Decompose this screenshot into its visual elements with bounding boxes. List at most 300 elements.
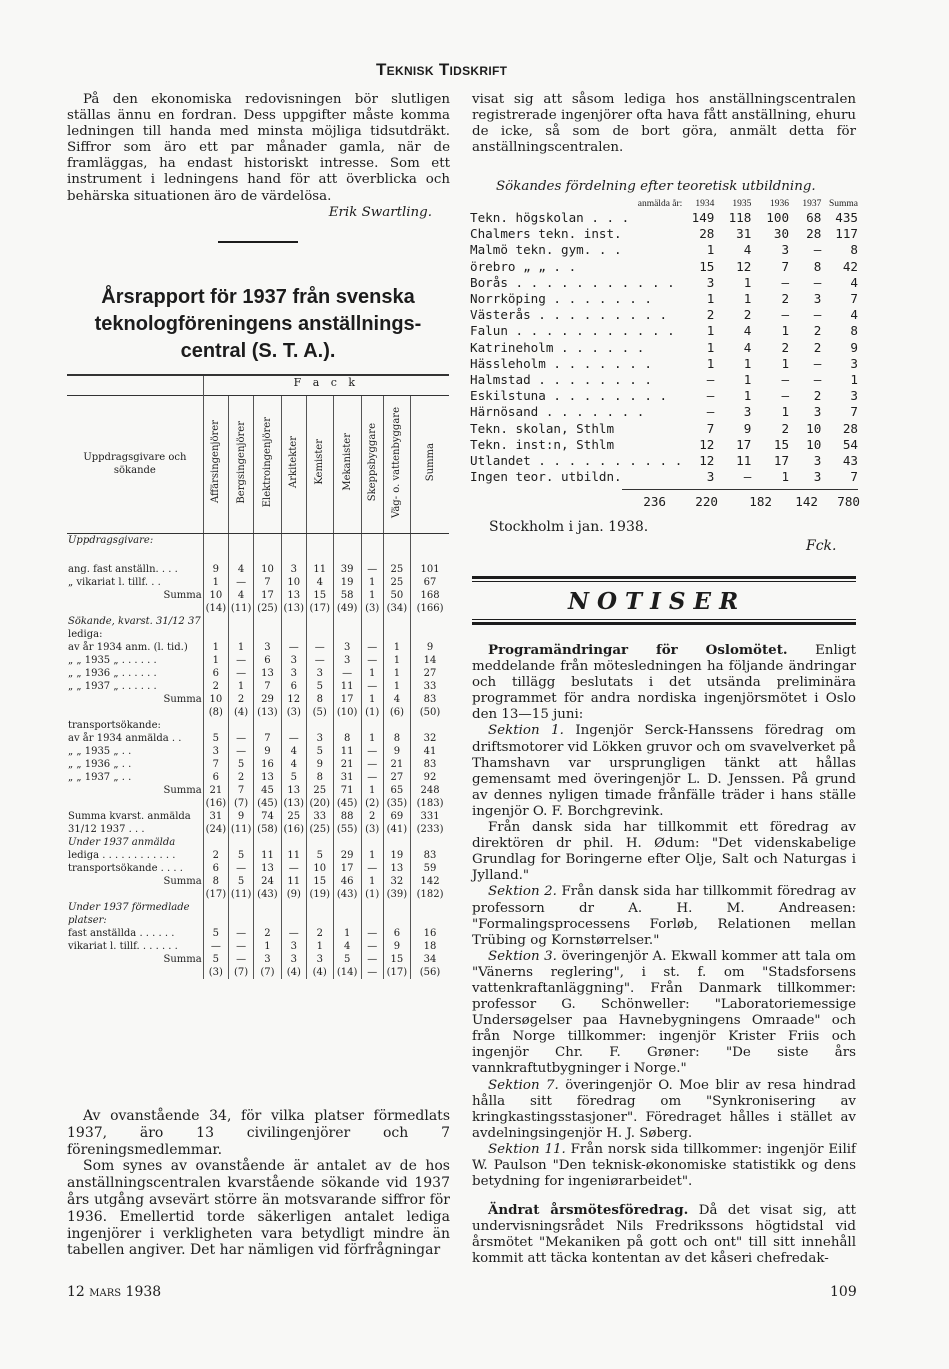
table-cell: 10 bbox=[306, 862, 333, 875]
table-row bbox=[67, 732, 449, 745]
col-header bbox=[203, 395, 228, 533]
count-cell: 100 bbox=[766, 210, 790, 225]
count-cell: 11 bbox=[736, 453, 752, 469]
table-cell: 6 bbox=[203, 862, 228, 875]
count-cell: 17 bbox=[773, 453, 790, 469]
count-cell: 8 bbox=[850, 242, 858, 258]
table-cell: 10 (14) bbox=[203, 589, 228, 615]
table-cell bbox=[228, 901, 253, 927]
table-cell: 3 (7) bbox=[254, 953, 281, 979]
count-cell: 2 bbox=[743, 307, 752, 323]
school-name: Eskilstuna . . . . . . . . bbox=[470, 388, 668, 404]
table-cell: 5 (11) bbox=[228, 875, 253, 901]
table-cell: 27 bbox=[383, 771, 410, 784]
p2-body: Då det visat sig, att undervisningsrådet Nils Fredrikssons högtidstal vid årsmötet "Mekaniken på gott och ont" till sitt innehåll kommit att täcka kontentan av det kåseri chefredak- bbox=[472, 1203, 856, 1267]
col-header-text: Kemister bbox=[314, 439, 326, 485]
count-cell: 3 bbox=[706, 469, 715, 485]
count-cell: — bbox=[706, 404, 715, 420]
right-intro: visat sig att såsom lediga hos anställningscentralen registrerade ingenjörer ofta hava fått anställning, ehuru de icke, så som de bort göra, anmält detta för anställningscentralen. bbox=[472, 92, 856, 156]
school-name: Chalmers tekn. inst. bbox=[470, 226, 622, 242]
row-label: av år 1934 anmälda . . bbox=[68, 733, 182, 744]
table-row bbox=[468, 291, 860, 307]
count-cell: 1 bbox=[706, 323, 715, 339]
table-cell: 3 bbox=[203, 745, 228, 758]
s1-label: Sektion 1. bbox=[488, 723, 564, 739]
table-cell: 9 bbox=[306, 758, 333, 771]
table-cell bbox=[361, 628, 383, 641]
table-cell: — bbox=[306, 641, 333, 654]
table-cell: 25 (20) bbox=[306, 784, 333, 810]
row-label: transportsökande: bbox=[68, 720, 161, 731]
table-cell: 9 bbox=[383, 745, 410, 758]
count-cell: 1 bbox=[743, 274, 752, 290]
school-name: Ingen teor. utbildn. bbox=[470, 469, 622, 485]
table-cell bbox=[333, 615, 361, 628]
table-cell: 1 bbox=[203, 641, 228, 654]
table-row bbox=[468, 404, 860, 420]
count-cell: 1 bbox=[781, 355, 790, 371]
row-label: „ „ 1937 „ . . bbox=[68, 772, 132, 783]
s1b-body: Från dansk sida har tillkommit ett föredrag av direktören dr phil. H. Ødum: "Det videnskabelige Grundlag for Boringerne efter Olje, Salt och Naturgas i Jylland." bbox=[472, 820, 856, 884]
table-cell: 8 bbox=[306, 771, 333, 784]
signature-swartling: Erik Swartling. bbox=[328, 204, 432, 220]
table-row bbox=[67, 533, 449, 563]
count-cell: 1 bbox=[743, 388, 752, 404]
table-cell: 3 bbox=[306, 732, 333, 745]
table-cell bbox=[361, 901, 383, 927]
row-label: Sökande, kvarst. 31/12 37 bbox=[68, 616, 201, 627]
table-cell: 17 (25) bbox=[254, 589, 281, 615]
count-cell: — bbox=[813, 274, 822, 290]
total-cell: 236 bbox=[643, 494, 666, 509]
report-title: Årsrapport för 1937 från svenska teknologföreningens anställnings-central (S. T. A.). bbox=[94, 286, 422, 362]
count-cell: 12 bbox=[699, 436, 715, 452]
table-cell: 5 (14) bbox=[333, 953, 361, 979]
rule-top-thin bbox=[472, 581, 856, 582]
col-header bbox=[306, 395, 333, 533]
left-intro bbox=[67, 92, 450, 221]
table-cell bbox=[333, 901, 361, 927]
intro-paragraph: På den ekonomiska redovisningen bör slutligen ställas ännu en fordran. Dess uppgifter måste komma ledningen till handa med minsta möjliga tidsutdräkt. Siffror som äro ett par månader gamla, när de framläggas, ha endast historiskt intresse. Som ett instrument i ledningens hand för att överblicka och behärska situationen äro de värdelösa. bbox=[67, 92, 450, 204]
count-cell: 4 bbox=[743, 323, 752, 339]
count-cell: 2 bbox=[781, 291, 790, 307]
table-cell bbox=[411, 533, 449, 563]
count-cell: 2 bbox=[813, 388, 822, 404]
footer-date: 12 mars 1938 bbox=[67, 1284, 162, 1300]
table-cell bbox=[306, 615, 333, 628]
table-cell: 67 bbox=[411, 576, 449, 589]
table-cell bbox=[383, 628, 410, 641]
table-cell bbox=[333, 628, 361, 641]
table-cell: 4 bbox=[228, 563, 253, 576]
table-cell: 15 (17) bbox=[306, 589, 333, 615]
table-cell: 7 bbox=[254, 576, 281, 589]
table-cell: 25 (16) bbox=[281, 810, 306, 836]
table-cell: 3 bbox=[306, 667, 333, 680]
table-cell: 58 (49) bbox=[333, 589, 361, 615]
s3-body: överingenjör A. Ekwall kommer att tala om "Vänerns reglering", i st. f. om "Stadsforsens vattenkraftanläggning". Från Danmark tillkommer: professor G. Schönweller: "Laboratoriemessige Undersøgelser paa Havnebygningens Omraade" och från Norge tillkommer: ingenjör Krister Friis och ingenjör Chr. F. Grøner: "De siste års vannkraftutbygninger i Norge." bbox=[472, 948, 856, 1077]
table-cell: 5 bbox=[306, 849, 333, 862]
year-header: anmälda år: bbox=[637, 199, 683, 209]
count-cell: 9 bbox=[743, 420, 752, 436]
table-cell: 27 bbox=[411, 667, 449, 680]
s1-body: Ingenjör Serck-Hanssens föredrag om driftsmotorer vid Lökken gruvor och om svavelverket på Thamshavn var ursprungligen tänkt att hållas gemensamt med överingenjör L. D. Jenssen. På grund av dennes nyligen timade frånfälle träder i hans ställe ingenjör O. F. Borchgrevink. bbox=[472, 723, 856, 819]
table-cell: — bbox=[228, 576, 253, 589]
table-cell: 13 (13) bbox=[281, 589, 306, 615]
table-cell: 13 bbox=[254, 667, 281, 680]
table-cell: 4 bbox=[333, 940, 361, 953]
table-cell: 168 (166) bbox=[411, 589, 449, 615]
row-label: Under 1937 anmälda bbox=[68, 837, 176, 848]
table-cell bbox=[228, 533, 253, 563]
table-cell bbox=[383, 533, 410, 563]
count-cell: 1 bbox=[781, 469, 790, 485]
row-label: Summa bbox=[163, 590, 202, 601]
p1-body: Enligt meddelande från mötesledningen ha följande ändringar och tillägg beslutats i det utsända preliminära programmet för andra nordiska ingenjörsmötet i Oslo den 13—15 juni: bbox=[472, 643, 856, 723]
row-label: Summa bbox=[163, 785, 202, 796]
table-row bbox=[67, 940, 449, 953]
table-cell: 4 bbox=[281, 745, 306, 758]
table-cell: 45 (45) bbox=[254, 784, 281, 810]
count-cell: 42 bbox=[842, 258, 858, 274]
table-cell: 31 bbox=[333, 771, 361, 784]
p2-title: Ändrat årsmötesföredrag. bbox=[488, 1202, 689, 1219]
table-cell bbox=[281, 615, 306, 628]
table-cell bbox=[203, 628, 228, 641]
table-cell: 32 bbox=[411, 732, 449, 745]
s11-body: Från norsk sida tillkommer: ingenjör Eilif W. Paulson "Den teknisk-økonomiske statistikk og dens betydning for ingeniørarbeidet". bbox=[472, 1141, 856, 1190]
count-cell: — bbox=[813, 307, 822, 323]
table-row bbox=[67, 745, 449, 758]
table-row bbox=[468, 372, 860, 388]
notiser-body bbox=[472, 642, 856, 1268]
table-cell bbox=[411, 836, 449, 849]
table-cell: — bbox=[361, 771, 383, 784]
table-cell: 5 (3) bbox=[203, 953, 228, 979]
table-row bbox=[67, 862, 449, 875]
table-cell: 21 bbox=[383, 758, 410, 771]
table-cell: 4 (6) bbox=[383, 693, 410, 719]
table-cell: 2 bbox=[203, 849, 228, 862]
table-cell: 101 bbox=[411, 563, 449, 576]
distribution-totals bbox=[468, 494, 860, 510]
table-cell bbox=[411, 628, 449, 641]
table-cell: 331 (233) bbox=[411, 810, 449, 836]
distribution-table bbox=[468, 198, 860, 485]
table-cell: 10 bbox=[254, 563, 281, 576]
table-cell: 21 (16) bbox=[203, 784, 228, 810]
p1-title: Programändringar för Oslomötet. bbox=[488, 642, 788, 658]
count-cell: 1 bbox=[706, 339, 715, 355]
count-cell: 1 bbox=[781, 323, 790, 339]
table-row bbox=[67, 654, 449, 667]
table-cell: 34 (56) bbox=[411, 953, 449, 979]
table-cell: — bbox=[228, 927, 253, 940]
table-cell: 5 bbox=[306, 680, 333, 693]
table-cell: 2 bbox=[228, 771, 253, 784]
table-cell: 7 (7) bbox=[228, 784, 253, 810]
table-cell: 1 bbox=[361, 667, 383, 680]
table-cell: 5 bbox=[203, 927, 228, 940]
table-cell: — bbox=[281, 732, 306, 745]
count-cell: 3 bbox=[850, 355, 858, 371]
table-cell bbox=[281, 901, 306, 927]
table-cell: 25 bbox=[383, 576, 410, 589]
page-number: 109 bbox=[830, 1284, 857, 1300]
count-cell: 1 bbox=[706, 291, 715, 307]
table-cell bbox=[333, 836, 361, 849]
table-cell: — bbox=[281, 927, 306, 940]
table-cell: 9 bbox=[383, 940, 410, 953]
table-row bbox=[468, 275, 860, 291]
table-cell: 1 bbox=[203, 576, 228, 589]
sta-table bbox=[67, 374, 449, 979]
table-cell bbox=[254, 719, 281, 732]
table-cell: 29 bbox=[333, 849, 361, 862]
table-cell: — bbox=[361, 680, 383, 693]
school-name: Tekn. skolan, Sthlm bbox=[470, 420, 615, 436]
table-row bbox=[67, 680, 449, 693]
count-cell: — bbox=[706, 388, 715, 404]
table-cell: — bbox=[361, 862, 383, 875]
table-cell: 15 (17) bbox=[383, 953, 410, 979]
count-cell: 2 bbox=[813, 323, 822, 339]
table-cell: — bbox=[361, 745, 383, 758]
table-row bbox=[67, 628, 449, 641]
table-row bbox=[468, 388, 860, 404]
table-cell: 1 bbox=[254, 940, 281, 953]
table-row bbox=[468, 323, 860, 339]
table-cell: 13 bbox=[254, 862, 281, 875]
table-cell: 1 bbox=[383, 654, 410, 667]
count-cell: 12 bbox=[736, 258, 752, 274]
table-cell bbox=[281, 719, 306, 732]
school-name: Falun . . . . . . . . . . . bbox=[470, 323, 675, 339]
table-cell: 25 bbox=[383, 563, 410, 576]
count-cell: — bbox=[781, 307, 790, 323]
row-label: „ „ 1936 „ . . bbox=[68, 759, 132, 770]
row-label: „ vikariat l. tillf. . . bbox=[68, 577, 161, 588]
table-cell: 14 bbox=[411, 654, 449, 667]
table-cell: 39 bbox=[333, 563, 361, 576]
table-cell: 92 bbox=[411, 771, 449, 784]
table-row bbox=[67, 641, 449, 654]
table-cell: 59 bbox=[411, 862, 449, 875]
table-cell bbox=[306, 533, 333, 563]
table-cell bbox=[383, 901, 410, 927]
count-cell: 1 bbox=[743, 291, 752, 307]
col-header-text: Arkitekter bbox=[288, 436, 300, 488]
table-cell bbox=[228, 615, 253, 628]
table-cell: 6 bbox=[254, 654, 281, 667]
table-cell: 9 bbox=[411, 641, 449, 654]
table-cell bbox=[254, 901, 281, 927]
count-cell: 7 bbox=[850, 469, 858, 485]
table-cell: 13 (13) bbox=[281, 784, 306, 810]
col-header-text: Summa bbox=[424, 442, 436, 482]
table-cell: — bbox=[361, 927, 383, 940]
table-cell: 8 (5) bbox=[306, 693, 333, 719]
count-cell: 8 bbox=[813, 258, 822, 274]
table-cell: — bbox=[281, 641, 306, 654]
count-cell: 17 bbox=[736, 436, 752, 452]
table-row bbox=[67, 615, 449, 628]
row-header: Uppdragsgivare och sökande bbox=[67, 395, 203, 533]
table-cell: 13 bbox=[254, 771, 281, 784]
table-cell: 74 (58) bbox=[254, 810, 281, 836]
table-cell: — bbox=[361, 641, 383, 654]
table-cell: — bbox=[333, 667, 361, 680]
table-cell: 5 bbox=[203, 732, 228, 745]
s7-body: överingenjör O. Moe blir av resa hindrad hålla sitt föredrag om "Synkronisering av kringkastingsstasjoner". Föredraget hålles i stället av avdelningsingenjör H. J. Søberg. bbox=[472, 1077, 856, 1141]
table-cell: 6 bbox=[281, 680, 306, 693]
table-row bbox=[67, 953, 449, 979]
col-header-text: Väg- o. vattenbyggare bbox=[391, 406, 403, 518]
count-cell: 10 bbox=[806, 420, 822, 436]
table-cell: 2 bbox=[306, 927, 333, 940]
table-cell: 1 bbox=[228, 680, 253, 693]
row-label: Summa bbox=[163, 954, 202, 965]
count-cell: 435 bbox=[835, 210, 858, 225]
row-label: av år 1934 anm. (l. tid.) bbox=[68, 642, 188, 653]
row-label: „ „ 1935 „ . . . . . . bbox=[68, 655, 157, 666]
table-cell: 4 bbox=[306, 576, 333, 589]
table-cell bbox=[203, 836, 228, 849]
table-cell: 6 bbox=[203, 771, 228, 784]
table-cell: 3 bbox=[281, 667, 306, 680]
count-cell: 4 bbox=[743, 339, 752, 355]
table-cell bbox=[306, 719, 333, 732]
table-cell: 11 bbox=[333, 745, 361, 758]
table-cell bbox=[281, 533, 306, 563]
s7-label: Sektion 7. bbox=[488, 1077, 559, 1093]
table-cell: — — bbox=[361, 953, 383, 979]
table-cell: 1 bbox=[306, 940, 333, 953]
count-cell: 1 bbox=[850, 372, 858, 388]
row-label: vikariat l. tillf. . . . . . . bbox=[68, 941, 178, 952]
table-cell: 248 (183) bbox=[411, 784, 449, 810]
table-cell: — bbox=[228, 940, 253, 953]
count-cell: 7 bbox=[850, 291, 858, 307]
table-cell: 2 bbox=[254, 927, 281, 940]
col-header bbox=[383, 395, 410, 533]
school-name: Härnösand . . . . . . . bbox=[470, 404, 645, 420]
table-cell: — bbox=[228, 667, 253, 680]
table-cell bbox=[254, 533, 281, 563]
row-label: „ „ 1936 „ . . . . . . bbox=[68, 668, 157, 679]
col-header-text: Elektroingenjörer bbox=[261, 416, 273, 508]
table-cell: 11 bbox=[333, 680, 361, 693]
s2-label: Sektion 2. bbox=[488, 884, 557, 900]
table-cell: 1 bbox=[383, 667, 410, 680]
table-cell: 11 bbox=[254, 849, 281, 862]
row-label: fast anställda . . . . . . bbox=[68, 928, 175, 939]
school-name: Katrineholm . . . . . . bbox=[470, 339, 645, 355]
table-cell: 29 (13) bbox=[254, 693, 281, 719]
col-header bbox=[254, 395, 281, 533]
table-cell: 83 bbox=[411, 758, 449, 771]
count-cell: 28 bbox=[699, 226, 715, 242]
distribution-caption: Sökandes fördelning efter teoretisk utbildning. bbox=[496, 179, 816, 194]
count-cell: — bbox=[813, 372, 822, 388]
count-cell: — bbox=[781, 388, 790, 404]
fack-label: F a c k bbox=[203, 375, 449, 395]
table-cell: 18 bbox=[411, 940, 449, 953]
row-label: lediga . . . . . . . . . . . . bbox=[68, 850, 176, 861]
table-cell: 3 bbox=[281, 940, 306, 953]
table-cell: 10 (8) bbox=[203, 693, 228, 719]
count-cell: 3 bbox=[706, 274, 715, 290]
notiser-heading: NOTISER bbox=[568, 588, 747, 615]
table-cell: 6 bbox=[203, 667, 228, 680]
table-row bbox=[468, 307, 860, 323]
table-row bbox=[468, 469, 860, 485]
table-cell: 41 bbox=[411, 745, 449, 758]
row-label: „ „ 1937 „ . . . . . . bbox=[68, 681, 157, 692]
total-cell: 220 bbox=[695, 494, 718, 509]
table-cell: 15 (19) bbox=[306, 875, 333, 901]
table-cell bbox=[333, 719, 361, 732]
year-header: 1936 bbox=[770, 199, 790, 209]
table-cell: 1 bbox=[228, 641, 253, 654]
count-cell: 43 bbox=[842, 453, 858, 469]
count-cell: 2 bbox=[781, 339, 790, 355]
table-cell: 8 bbox=[333, 732, 361, 745]
total-cell: 182 bbox=[749, 494, 772, 509]
table-cell: — bbox=[228, 745, 253, 758]
table-cell: 1 (2) bbox=[361, 784, 383, 810]
table-row bbox=[67, 758, 449, 771]
col-header-text: Bergsingenjörer bbox=[235, 420, 247, 504]
table-cell: 1 (1) bbox=[361, 875, 383, 901]
table-cell: 11 (9) bbox=[281, 875, 306, 901]
count-cell: 7 bbox=[706, 420, 715, 436]
table-row bbox=[67, 771, 449, 784]
table-cell: 1 (3) bbox=[361, 589, 383, 615]
rule-bottom-thin bbox=[472, 619, 856, 620]
count-cell: 3 bbox=[813, 404, 822, 420]
table-row bbox=[67, 719, 449, 732]
count-cell: 4 bbox=[850, 274, 858, 290]
count-cell: — bbox=[813, 242, 822, 258]
table-cell: 1 bbox=[203, 654, 228, 667]
table-row bbox=[67, 693, 449, 719]
table-cell bbox=[383, 836, 410, 849]
school-name: Utlandet . . . . . . . . . . bbox=[470, 453, 683, 469]
table-cell: 88 (55) bbox=[333, 810, 361, 836]
year-header: 1935 bbox=[732, 199, 752, 209]
table-cell: 7 bbox=[203, 758, 228, 771]
table-cell bbox=[361, 836, 383, 849]
count-cell: 1 bbox=[743, 355, 752, 371]
total-rule bbox=[622, 489, 858, 490]
table-cell bbox=[203, 901, 228, 927]
table-cell bbox=[361, 615, 383, 628]
count-cell: 15 bbox=[773, 436, 790, 452]
col-header bbox=[281, 395, 306, 533]
after-paragraph-1: Av ovanstående 34, för vilka platser förmedlats 1937, äro 13 civilingenjörer och 7 föreningsmedlemmar. bbox=[67, 1108, 450, 1158]
table-cell bbox=[306, 901, 333, 927]
table-cell: 19 bbox=[383, 849, 410, 862]
table-cell: 142 (182) bbox=[411, 875, 449, 901]
table-cell: 83 (50) bbox=[411, 693, 449, 719]
count-cell: 3 bbox=[850, 388, 858, 404]
year-header: 1934 bbox=[695, 199, 715, 209]
table-cell: 16 bbox=[411, 927, 449, 940]
after-paragraph-2: Som synes av ovanstående är antalet av de hos anställningscentralen kvarstående sökande vid 1937 års utgång avsevärt större än motsvarande siffror för 1936. Emellertid torde säkerligen antalet lediga ingenjörer i verkligheten vara betydligt mindre än tabellen angiver. Det har nämligen vid förfrågningar bbox=[67, 1158, 450, 1259]
table-cell: 6 bbox=[383, 927, 410, 940]
table-cell: 3 bbox=[333, 654, 361, 667]
